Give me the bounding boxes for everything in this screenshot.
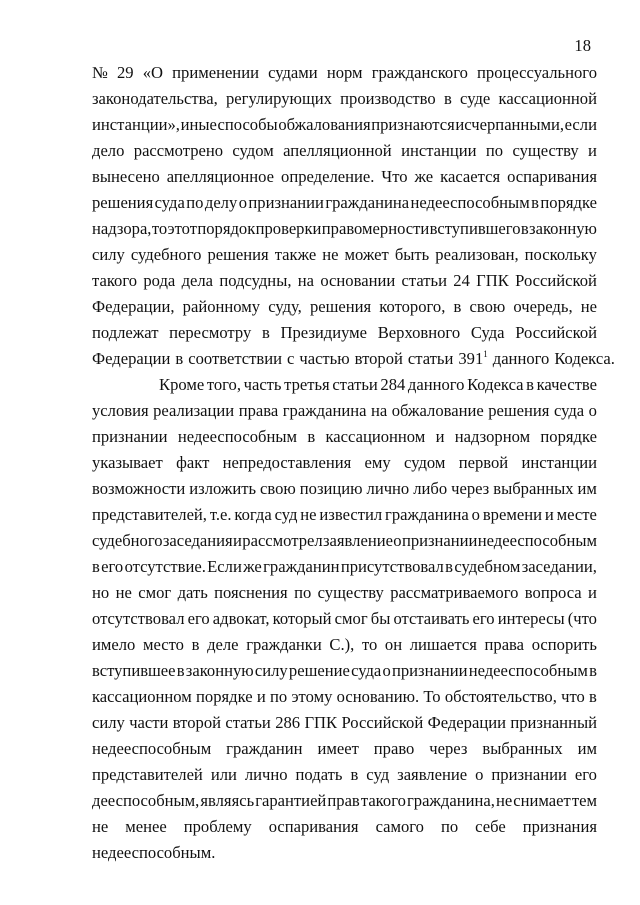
text-line: № 29 «О применении судами норм гражданского процессуального [92,63,597,82]
text-line: силу части второй статьи 286 ГПК Российской Федерации признанный [92,713,597,732]
text-line: Кроме того, часть третья статьи 284 данного Кодекса в качестве [159,375,597,394]
text-line: представителей, т.е. когда суд не известил гражданина о времени и месте [92,505,597,524]
text-line: подлежат пересмотру в Президиуме Верховного Суда Российской [92,323,597,342]
text-line: не менее проблему оспаривания самого по себе признания [92,817,597,836]
document-body [92,62,615,868]
text-line: Федерации в соответствии с частью второй статьи $391^1$ данного Кодекса. [92,349,615,368]
text-line: законодательства, регулирующих производство в суде кассационной [92,89,597,108]
text-line: но не смог дать пояснения по существу рассматриваемого вопроса и [92,583,597,602]
text-line: кассационном порядке и по этому основанию. То обстоятельство, что в [92,687,597,706]
text-line: указывает факт непредоставления ему судом первой инстанции [92,453,597,472]
text-line: вынесено апелляционное определение. Что же касается оспаривания [92,167,597,186]
text-line: имело место в деле гражданки С.), то он лишается права оспорить [92,635,597,654]
text-line: вступившее в законную силу решение суда о признании недееспособным в [92,661,597,680]
text-line: такого рода дела подсудны, на основании статьи 24 ГПК Российской [92,271,597,290]
text-line: Федерации, районному суду, решения которого, в свою очередь, не [92,297,597,316]
paragraph [92,62,615,374]
text-line: инстанции», иные способы обжалования признаются исчерпанными, если [92,115,597,134]
text-line: представителей или лично подать в суд заявление о признании его [92,765,597,784]
text-line: дело рассмотрено судом апелляционной инстанции по существу и [92,141,597,160]
text-line: дееспособным, являясь гарантией прав такого гражданина, не снимает тем [92,791,597,810]
text-line: возможности изложить свою позицию лично либо через выбранных им [92,479,597,498]
text-line: судебного заседания и рассмотрел заявление о признании недееспособным [92,531,597,550]
text-line: признании недееспособным в кассационном и надзорном порядке [92,427,597,446]
text-line: отсутствовал его адвокат, который смог бы отстаивать его интересы (что [92,609,597,628]
text-line: недееспособным. [92,843,216,862]
text-line: надзора, то этот порядок проверки правомерности вступившего в законную [92,219,597,238]
text-line: недееспособным гражданин имеет право через выбранных им [92,739,597,758]
text-line: в его отсутствие. Если же гражданин присутствовал в судебном заседании, [92,557,597,576]
paragraph [92,374,597,868]
page-number: 18 [574,36,591,55]
text-line: решения суда по делу о признании гражданина недееспособным в порядке [92,193,597,212]
text-line: силу судебного решения также не может быть реализован, поскольку [92,245,597,264]
text-line: условия реализации права гражданина на обжалование решения суда о [92,401,597,420]
